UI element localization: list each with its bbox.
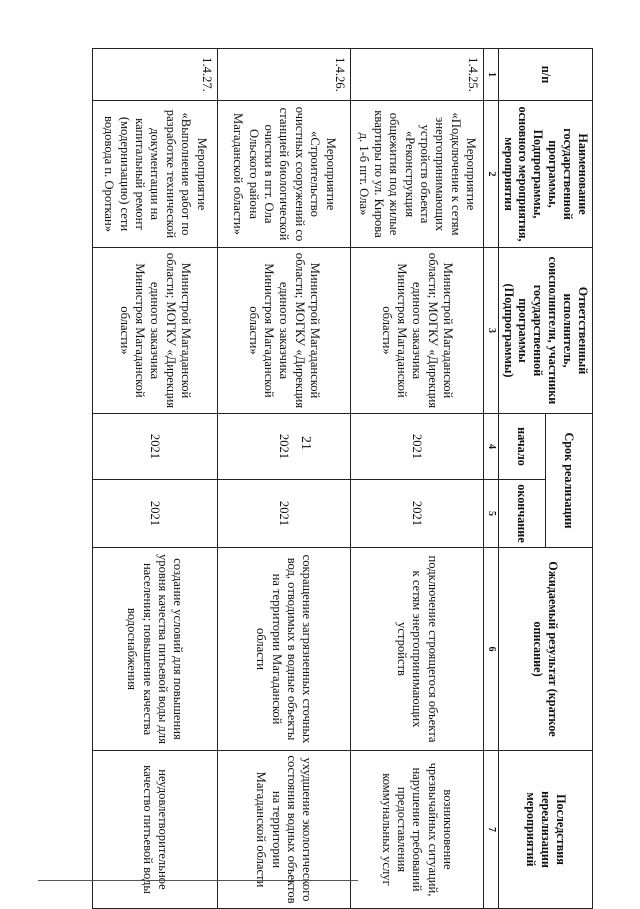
header-start: начало: [498, 414, 545, 480]
column-number: 1: [483, 49, 498, 101]
row-index: 1.4.25.: [350, 49, 483, 101]
header-consequences: Последствия нереализации мероприятий: [498, 751, 592, 909]
table-row: [350, 49, 483, 909]
column-number: 6: [483, 548, 498, 751]
row-name: Мероприятие «Выполнение работ по разработке технической документации на капитальный ремонт (модернизацию) сети водовода п. Ороткан»: [92, 101, 217, 248]
row-name: Мероприятие «Строительство очистных сооружений со станцией биологической очистки в пгт. Ола Ольского района Магаданской области»: [217, 101, 350, 248]
row-name: Мероприятие «Подключение к сетям энергопринимающих устройств объекта «Реконструкция общежития под жилые квартиры по ул. Кирова д. 1-б пгт. Ола»: [350, 101, 483, 248]
header-executor: Ответственный исполнитель, соисполнители, участники государственной программы (Подпрограммы): [498, 248, 592, 414]
row-executor: Министрой Магаданской области; МОГКУ «Дирекция единого заказчика Министроя Магаданской области»: [217, 248, 350, 414]
row-result: подключение строящегося объекта к сетям энергопринимающих устройств: [350, 548, 483, 751]
row-index: 1.4.26.: [217, 49, 350, 101]
row-result: создание условий для повышения уровня качества питьевой воды для населения; повышение качества водоснабжения: [92, 548, 217, 751]
footer-rule: [38, 880, 358, 881]
column-number: 7: [483, 751, 498, 909]
table-row: [217, 49, 350, 909]
row-executor: Министрой Магаданской области; МОГКУ «Дирекция единого заказчика Министроя Магаданской области»: [92, 248, 217, 414]
row-start: 2021: [350, 414, 483, 480]
table-row: [92, 49, 217, 909]
row-end: 2021: [92, 480, 217, 548]
measures-table: [92, 48, 593, 909]
column-number: 5: [483, 480, 498, 548]
column-numbers-row: [483, 49, 498, 909]
row-end: 2021: [217, 480, 350, 548]
header-end: окончание: [498, 480, 545, 548]
column-number: 4: [483, 414, 498, 480]
row-result: сокращение загрязненных сточных вод, отводимых в водные объекты на территории Магаданской области: [217, 548, 350, 751]
row-consequences: ухудшение экологического состояния водных объектов на территории Магаданской области: [217, 751, 350, 909]
page-number: 21: [298, 436, 313, 450]
header-index: п/п: [498, 49, 592, 101]
header-name: Наименование государственной программы, Подпрограммы, основного мероприятия, мероприятия: [498, 101, 592, 248]
header-term-group: Срок реализации: [545, 414, 592, 548]
row-consequences: возникновение чрезвычайных ситуаций, нарушение требований предоставления коммунальных услуг: [350, 751, 483, 909]
row-end: 2021: [350, 480, 483, 548]
rotated-table-sheet: [102, 48, 593, 908]
row-start: 2021: [217, 414, 350, 480]
column-number: 3: [483, 248, 498, 414]
row-consequences: неудовлетворительное качество питьевой воды: [92, 751, 217, 909]
header-result: Ожидаемый результат (краткое описание): [498, 548, 592, 751]
row-executor: Министрой Магаданской области; МОГКУ «Дирекция единого заказчика Министроя Магаданской области»: [350, 248, 483, 414]
column-number: 2: [483, 101, 498, 248]
row-index: 1.4.27.: [92, 49, 217, 101]
row-start: 2021: [92, 414, 217, 480]
